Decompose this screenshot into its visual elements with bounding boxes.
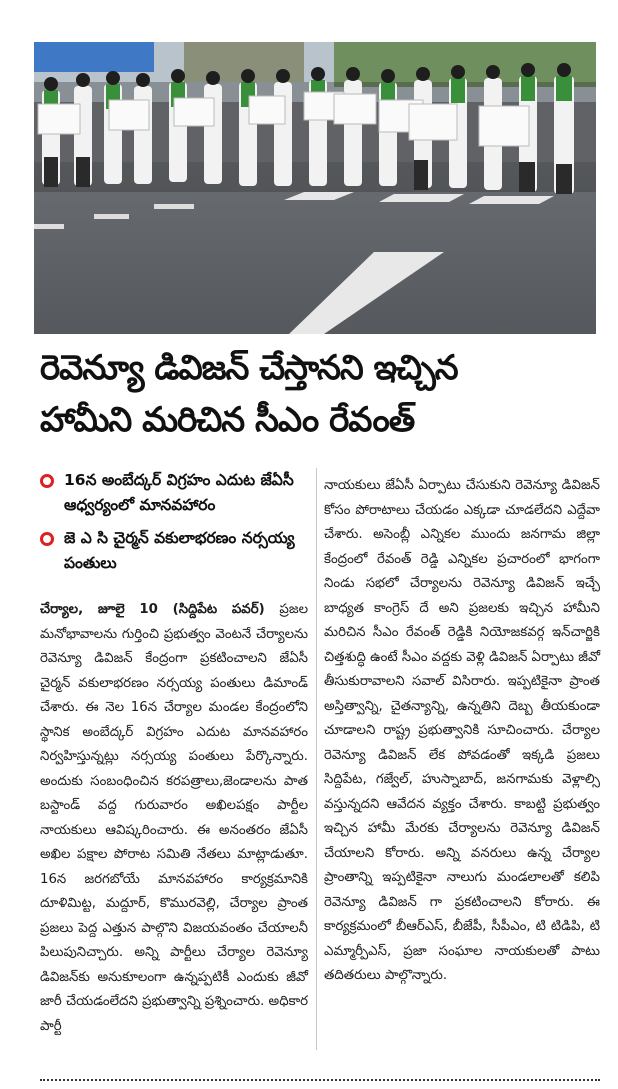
headline <box>40 342 600 446</box>
highlights-list <box>40 468 310 584</box>
highlight-item <box>40 468 310 518</box>
newspaper-clipping <box>6 6 610 1080</box>
headline-line-2: హామీని మరిచిన సీఎం రేవంత్ <box>40 400 415 440</box>
highlight-text: 16న అంబేద్కర్ విగ్రహం ఎదుట జేఏసీ ఆధ్వర్యంలో మానవహారం <box>64 471 294 514</box>
article-body-col1: ప్రజల మనోభావాలను గుర్తించి ప్రభుత్వం వెంటనే చేర్యాలను రెవెన్యూ డివిజన్ కేంద్రంగా ప్రకటించాలని జేఏసీ చైర్మన్ వకులాభరణం నర్సయ్య పంతులు డిమాండ్ చేశారు. ఈ నెల 16న చేర్యాల మండల కేంద్రంలోని స్థానిక అంబేద్కర్ విగ్రహం ఎదుట మానవహారం నిర్వహిస్తున్నట్లు నర్సయ్య పంతులు పేర్కొన్నారు. అందుకు సంబంధించిన కరపత్రాలు,జెండాలను పాత బస్టాండ్ వద్ద గురువారం అఖిలపక్షం పార్టీల నాయకులు ఆవిష్కరించారు. ఈ అనంతరం జేఏసీ అఖిల పక్షాల పోరాట సమితి నేతలు మాట్లాడుతూ. 16న జరగబోయే మానవహారం కార్యక్రమానికి దూళిమిట్ట, మద్దూర్, కొమురవెల్లి, చేర్యాల ప్రాంత ప్రజలు పెద్ద ఎత్తున పాల్గొని విజయవంతం చేయాలనీ పిలుపునిచ్చారు. అన్ని పార్టీలు చేర్యాల రెవెన్యూ డివిజన్‌కు అనుకూలంగా ఉన్నప్పటికీ ఎందుకు జీవో జారీ చేయడంలేదని ప్రభుత్వాన్ని ప్రశ్నించారు. అధికార పార్టీ <box>40 602 308 1034</box>
protest-photo-illustration <box>34 42 596 334</box>
highlight-text: జె ఎ సి చైర్మన్ వకులాభరణం నర్సయ్య పంతులు <box>64 529 295 572</box>
column-divider <box>316 468 317 1050</box>
article-body-col2: నాయకులు జేఏసీ ఏర్పాటు చేసుకుని రెవెన్యూ డివిజన్ కోసం పోరాటాలు చేయడం ఎక్కడా చూడలేదని ఎద్దేవా చేశారు. అసెంబ్లీ ఎన్నికల ముందు జనగామ జిల్లా కేంద్రంలో రేవంత్ రెడ్డి ఎన్నికల ప్రచారంలో భాగంగా నిండు సభలో చేర్యాలను రెవెన్యూ డివిజన్ ఇచ్చే బాధ్యత కాంగ్రెస్ దే అని ప్రజలకు ఇచ్చిన హామీని మరిచిన సీఎం రేవంత్ రెడ్డికి నియోజకవర్గ ఇన్‌చార్జికి చిత్తశుద్ధి ఉంటే సీఎం వద్దకు వెళ్లి డివిజన్ ఏర్పాటు జీవో తీసుకురావాలని సవాల్ విసిరారు. ఇప్పటికైనా ప్రాంత అస్తిత్వాన్ని, చైతన్యాన్ని, ఉన్నతిని దెబ్బ తీయకుండా చూడాలని రాష్ట్ర ప్రభుత్వానికి సూచించారు. చేర్యాల రెవెన్యూ డివిజన్ లేక పోవడంతో ఇక్కడి ప్రజలు సిద్దిపేట, గజ్వేల్, హుస్నాబాద్, జనగామకు వెళ్లాల్సి వస్తున్నదని ఆవేదన వ్యక్తం చేశారు. కాబట్టి ప్రభుత్వం ఇచ్చిన హామీ మేరకు చేర్యాలను రెవెన్యూ డివిజన్ చేయాలని కోరారు. అన్ని వనరులు ఉన్న చేర్యాల ప్రాంతాన్ని ఇప్పటికైనా నాలుగు మండలాలతో కలిపి రెవెన్యూ డివిజన్ గా ప్రకటించాలని కోరారు. ఈ కార్యక్రమంలో బీఆర్ఎస్, బీజేపీ, సీపీఎం, టి టిడిపి, టి ఎమ్మార్పీఎస్, ప్రజా సంఘాల నాయకులతో పాటు తదితరులు పాల్గొన్నారు. <box>324 478 600 983</box>
protest-photo <box>34 42 596 334</box>
dotted-separator <box>40 1079 600 1081</box>
bullet-circle-icon <box>40 532 54 546</box>
highlight-item <box>40 526 310 576</box>
article-column-2 <box>324 474 600 989</box>
headline-line-1: రెవెన్యూ డివిజన్ చేస్తానని ఇచ్చిన <box>40 348 458 388</box>
bullet-circle-icon <box>40 474 54 488</box>
dateline: చేర్యాల, జూలై 10 (సిద్దిపేట పవర్) <box>40 602 280 617</box>
article-column-1 <box>40 598 308 1039</box>
